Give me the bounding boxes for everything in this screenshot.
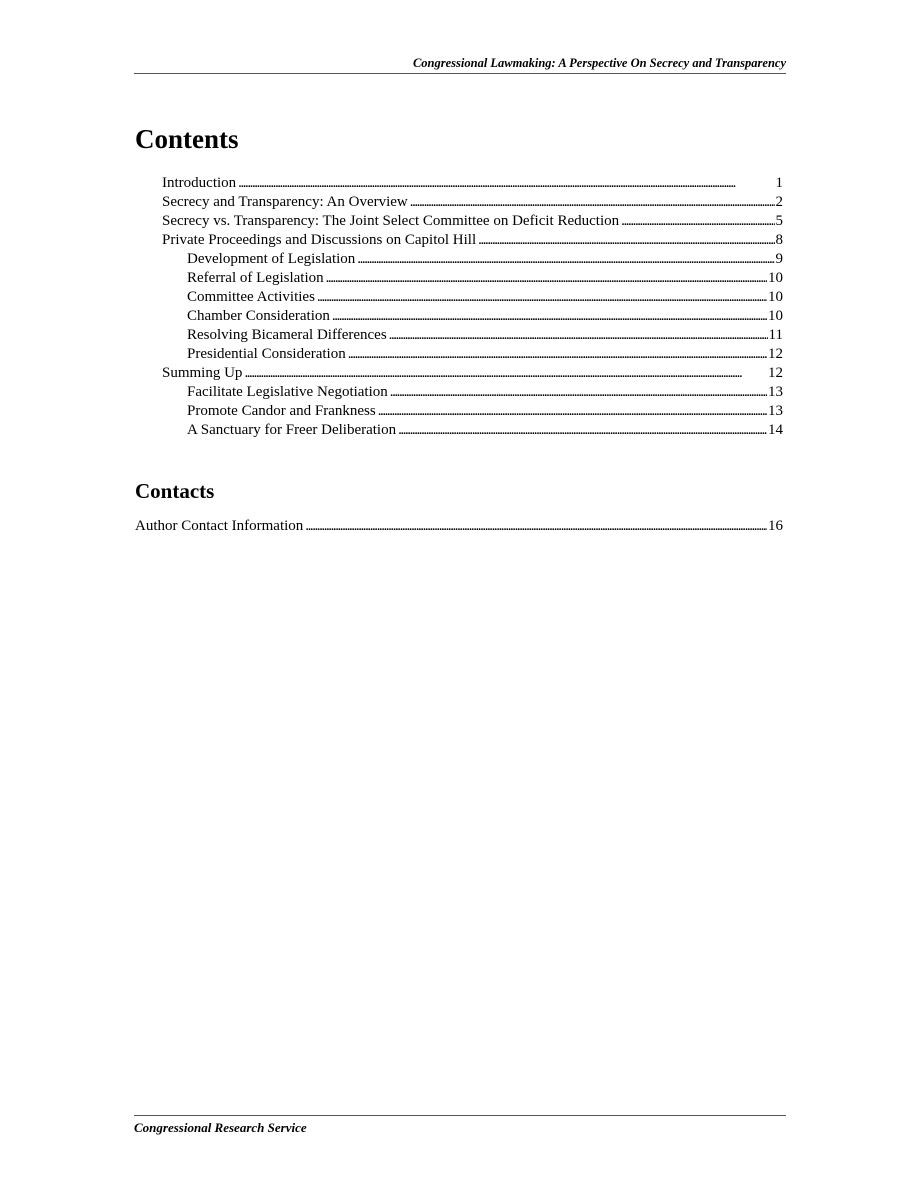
toc-entry-page: 12 (768, 365, 783, 381)
toc-entry-presidential-consideration[interactable] (187, 345, 783, 364)
toc-entry-facilitate-negotiation[interactable] (187, 383, 783, 402)
toc-entry-page: 10 (768, 270, 783, 286)
toc-entry-title: Referral of Legislation (187, 270, 324, 286)
toc-entry-author-contact[interactable] (135, 517, 783, 536)
dot-leader (390, 383, 767, 402)
toc-entry-referral-of-legislation[interactable] (187, 269, 783, 288)
toc-entry-page: 9 (775, 251, 783, 267)
toc-entry-title: Development of Legislation (187, 251, 356, 267)
dot-leader (621, 212, 774, 231)
toc-entry-secrecy-overview[interactable] (162, 193, 783, 212)
toc-entry-title: A Sanctuary for Freer Deliberation (187, 422, 397, 438)
dot-leader (244, 364, 767, 383)
toc-entry-page: 1 (775, 175, 783, 191)
dot-leader (478, 231, 774, 250)
running-header: Congressional Lawmaking: A Perspective On Secrecy and Transparency (134, 56, 786, 74)
toc-entry-page: 14 (768, 422, 783, 438)
toc-entry-introduction[interactable] (162, 174, 783, 193)
toc-entry-title: Chamber Consideration (187, 308, 330, 324)
toc-entry-private-proceedings[interactable] (162, 231, 783, 250)
toc-entry-page: 12 (768, 346, 783, 362)
toc-entry-page: 2 (775, 194, 783, 210)
toc-entry-title: Promote Candor and Frankness (187, 403, 376, 419)
toc-entry-committee-activities[interactable] (187, 288, 783, 307)
toc-entry-title: Summing Up (162, 365, 243, 381)
dot-leader (398, 421, 767, 440)
toc-entry-title: Presidential Consideration (187, 346, 346, 362)
dot-leader (410, 193, 775, 212)
toc-entry-title: Committee Activities (187, 289, 315, 305)
dot-leader (317, 288, 767, 307)
contacts-heading: Contacts (135, 479, 215, 503)
dot-leader (357, 250, 774, 269)
toc-entry-page: 13 (768, 403, 783, 419)
contents-heading: Contents (135, 124, 239, 154)
toc-entry-title: Secrecy vs. Transparency: The Joint Select Committee on Deficit Reduction (162, 213, 620, 229)
toc-entry-title: Facilitate Legislative Negotiation (187, 384, 388, 400)
toc-entry-page: 8 (775, 232, 783, 248)
running-footer: Congressional Research Service (134, 1115, 786, 1136)
toc-entry-title: Introduction (162, 175, 237, 191)
dot-leader (378, 402, 767, 421)
toc-entry-page: 10 (768, 308, 783, 324)
toc-entry-title: Secrecy and Transparency: An Overview (162, 194, 408, 210)
dot-leader (332, 307, 767, 326)
toc-entry-chamber-consideration[interactable] (187, 307, 783, 326)
dot-leader (238, 174, 774, 193)
toc-entry-page: 11 (768, 327, 783, 343)
dot-leader (348, 345, 767, 364)
toc-entry-joint-select-committee[interactable] (162, 212, 783, 231)
dot-leader (305, 517, 767, 536)
toc-entry-title: Private Proceedings and Discussions on Capitol Hill (162, 232, 477, 248)
toc-entry-page: 16 (768, 518, 783, 534)
toc-entry-promote-candor[interactable] (187, 402, 783, 421)
toc-entry-title: Resolving Bicameral Differences (187, 327, 387, 343)
toc-entry-resolving-bicameral-differences[interactable] (187, 326, 783, 345)
toc-entry-page: 13 (768, 384, 783, 400)
toc-entry-sanctuary-deliberation[interactable] (187, 421, 783, 440)
toc-entry-page: 10 (768, 289, 783, 305)
toc-entry-title: Author Contact Information (135, 518, 304, 534)
dot-leader (389, 326, 768, 345)
dot-leader (326, 269, 767, 288)
toc-entry-development-of-legislation[interactable] (187, 250, 783, 269)
toc-entry-summing-up[interactable] (162, 364, 783, 383)
toc-entry-page: 5 (775, 213, 783, 229)
